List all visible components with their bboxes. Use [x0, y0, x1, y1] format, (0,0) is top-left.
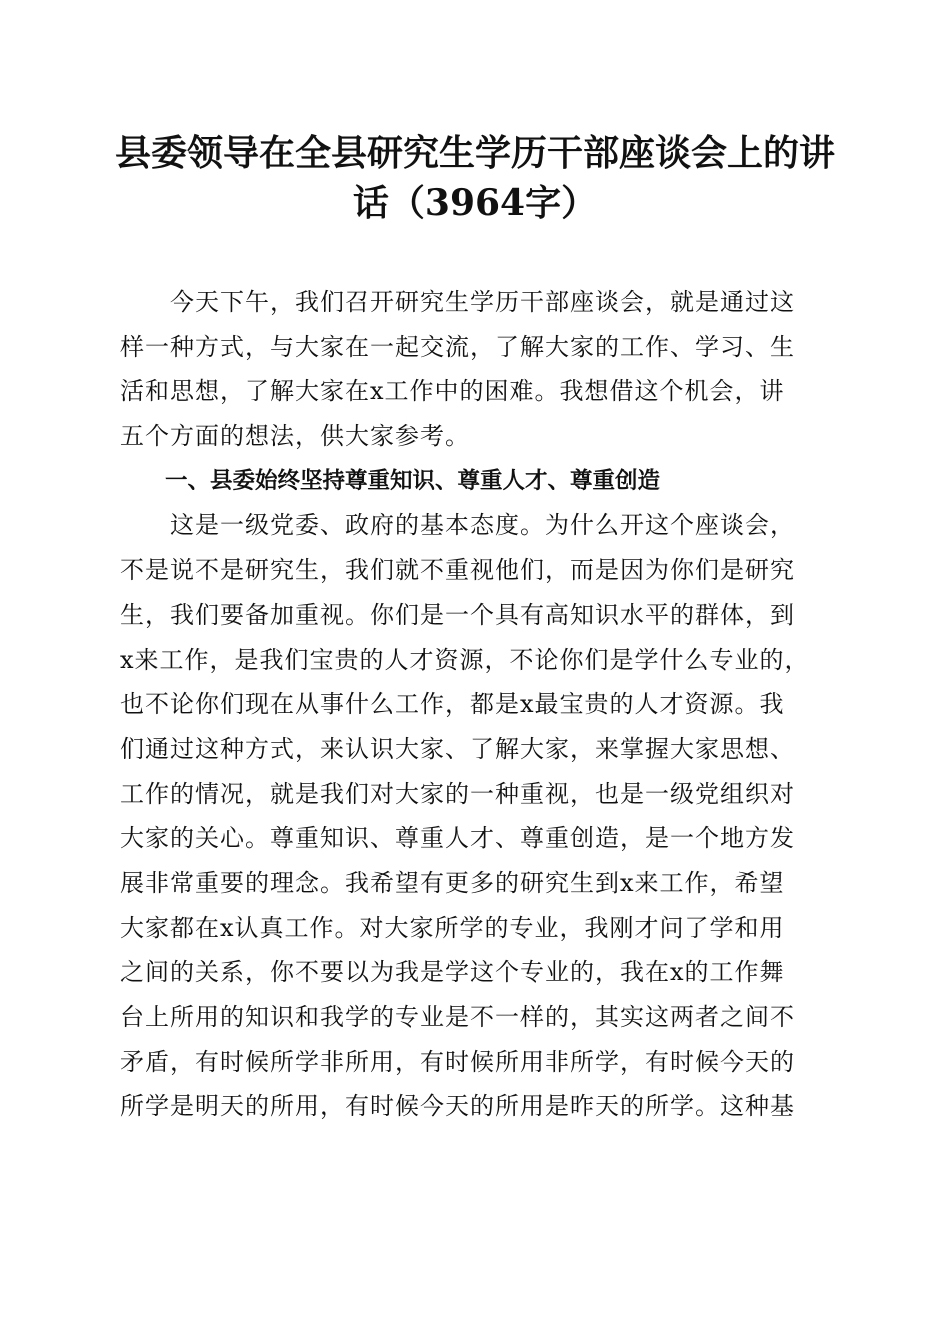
document-title	[100, 128, 850, 228]
paragraph-line: 展非常重要的理念。我希望有更多的研究生到x来工作，希望	[120, 868, 785, 897]
paragraph-line: 不是说不是研究生，我们就不重视他们，而是因为你们是研究	[120, 556, 795, 585]
paragraph-line: 活和思想，了解大家在x工作中的困难。我想借这个机会，讲	[120, 377, 785, 406]
paragraph-line: 工作的情况，就是我们对大家的一种重视，也是一级党组织对	[120, 779, 795, 808]
paragraph-line: 大家都在x认真工作。对大家所学的专业，我刚才问了学和用	[120, 913, 785, 942]
paragraph-line: 生，我们要备加重视。你们是一个具有高知识水平的群体，到	[120, 600, 795, 629]
paragraph-line: 们通过这种方式，来认识大家、了解大家，来掌握大家思想、	[120, 734, 795, 763]
paragraph-line: 所学是明天的所用，有时候今天的所用是昨天的所学。这种基	[120, 1092, 795, 1121]
paragraph-line: 之间的关系，你不要以为我是学这个专业的，我在x的工作舞	[120, 958, 785, 987]
paragraph-line: 矛盾，有时候所学非所用，有时候所用非所学，有时候今天的	[120, 1047, 795, 1076]
paragraph-line: 台上所用的知识和我学的专业是不一样的，其实这两者之间不	[120, 1003, 795, 1031]
paragraph-line: 样一种方式，与大家在一起交流，了解大家的工作、学习、生	[120, 332, 795, 361]
title-line-2: 话（3964字）	[352, 182, 598, 224]
paragraph-line: 五个方面的想法，供大家参考。	[120, 422, 470, 451]
document-body	[120, 280, 830, 1129]
paragraph-line: 今天下午，我们召开研究生学历干部座谈会，就是通过这	[120, 288, 795, 316]
paragraph-line: 也不论你们现在从事什么工作，都是x最宝贵的人才资源。我	[120, 690, 785, 719]
paragraph-line: x来工作，是我们宝贵的人才资源，不论你们是学什么专业的，	[120, 645, 810, 674]
paragraph-line: 大家的关心。尊重知识、尊重人才、尊重创造，是一个地方发	[120, 824, 795, 853]
section-heading: 一、县委始终坚持尊重知识、尊重人才、尊重创造	[120, 467, 661, 494]
title-line-1: 县委领导在全县研究生学历干部座谈会上的讲	[114, 132, 835, 174]
paragraph-line: 这是一级党委、政府的基本态度。为什么开这个座谈会，	[120, 511, 795, 540]
